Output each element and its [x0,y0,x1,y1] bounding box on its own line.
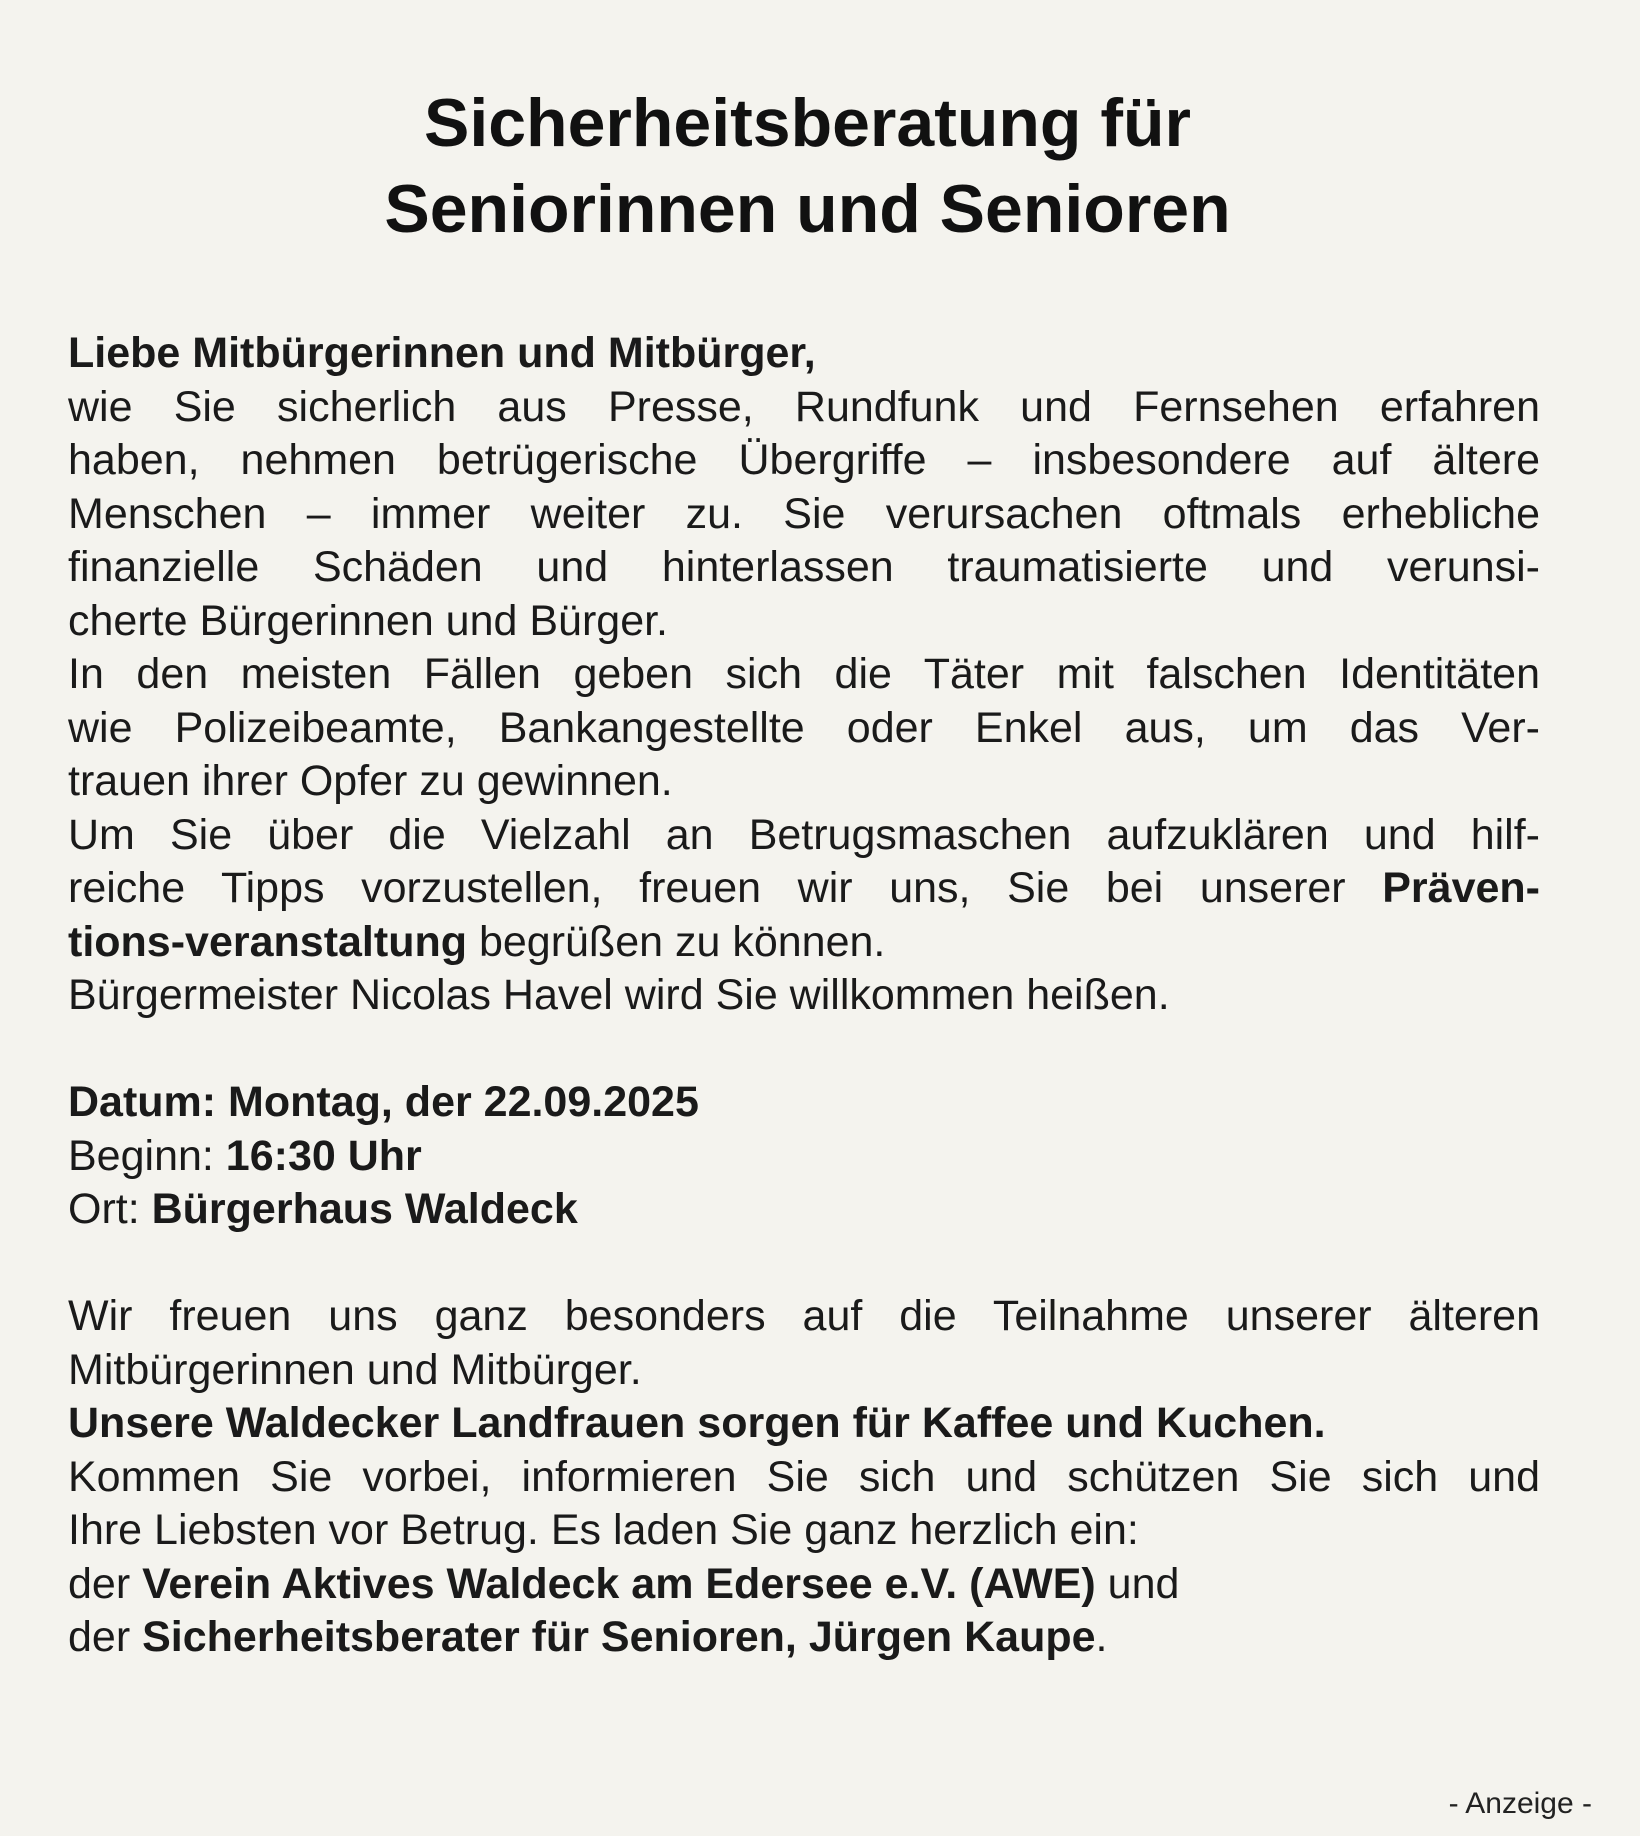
landfrauen-text: Unsere Waldecker Landfrauen sorgen für Kaffee und Kuchen. [68,1399,1326,1447]
paragraph2-line-2: wie Polizeibeamte, Bankangestellte oder Enkel aus, um das Ver- [68,703,1540,752]
event-start-label: Beginn: [68,1131,226,1180]
paragraph1-line-1: wie Sie sicherlich aus Presse, Rundfunk und Fernsehen erfahren [68,382,1540,431]
paragraph1-line-2: haben, nehmen betrügerische Übergriffe – insbesondere auf ältere [68,436,1540,484]
paragraph3-line-3-bold: tions-veranstaltung [68,917,467,966]
host-2-name: Sicherheitsberater für Senioren, Jürgen Kaupe [142,1613,1096,1661]
paragraph-fraud-increase [68,381,1540,649]
mayor-welcome: Bürgermeister Nicolas Havel wird Sie willkommen heißen. [68,971,1170,1019]
advertisement-label: - Anzeige - [1448,1787,1592,1820]
host-1 [68,1558,1540,1612]
closing-line-5: Ihre Liebsten vor Betrug. Es laden Sie ganz herzlich ein: [68,1506,1139,1554]
event-place-value: Bürgerhaus Waldeck [151,1185,578,1233]
event-date-text: Datum: Montag, der 22.09.2025 [68,1078,699,1126]
event-date [68,1076,1540,1130]
title-line-2: Seniorinnen und Senioren [384,171,1231,247]
host-1-name: Verein Aktives Waldeck am Edersee e.V. (AWE) [142,1559,1096,1608]
paragraph3-line-2-text: reiche Tipps vorzustellen, freuen wir uns, Sie bei unserer [68,864,1383,912]
paragraph1-line-4: finanzielle Schäden und hinterlassen traumatisierte und verunsi- [68,543,1540,591]
host-2-prefix: der [68,1613,143,1661]
landfrauen-note [68,1397,1540,1451]
paragraph2-line-1: In den meisten Fällen geben sich die Täter mit falschen Identitäten [68,650,1540,698]
host-2-suffix: . [1095,1613,1108,1661]
paragraph1-line-3: Menschen – immer weiter zu. Sie verursachen oftmals erhebliche [68,489,1540,538]
paragraph3-line-1: Um Sie über die Vielzahl an Betrugsmaschen aufzuklären und hilf- [68,810,1540,859]
paragraph3-line-3 [68,916,1540,970]
event-start-value: 16:30 Uhr [225,1131,422,1180]
closing-line-2: Mitbürgerinnen und Mitbürger. [68,1345,642,1394]
closing-line-4: Kommen Sie vorbei, informieren Sie sich und schützen Sie sich und [68,1452,1540,1501]
paragraph3-line-2 [68,862,1540,916]
event-place [68,1183,1540,1237]
paragraph1-line-5: cherte Bürgerinnen und Bürger. [68,596,669,645]
spacer [68,1023,1540,1077]
letter-body [68,327,1540,1665]
salutation-text: Liebe Mitbürgerinnen und Mitbürger, [68,329,816,377]
paragraph-false-identities [68,648,1540,809]
paragraph-prevention-event [68,809,1540,970]
salutation [68,327,1540,381]
paragraph3-line-3-text: begrüßen zu können. [467,917,886,966]
closing-paragraph [68,1290,1540,1665]
event-place-label: Ort: [68,1185,152,1233]
title-line-1: Sicherheitsberatung für [423,85,1192,161]
spacer [68,1237,1540,1291]
event-details [68,1076,1540,1237]
host-1-prefix: der [68,1559,143,1608]
host-2 [68,1611,1540,1665]
closing-line-1: Wir freuen uns ganz besonders auf die Teilnahme unserer älteren [68,1292,1540,1340]
page-title [0,80,1615,252]
event-start [68,1130,1540,1184]
paragraph3-line-2-bold: Präven- [1382,864,1540,912]
host-1-suffix: und [1095,1559,1180,1608]
paragraph2-line-3: trauen ihrer Opfer zu gewinnen. [68,757,673,805]
